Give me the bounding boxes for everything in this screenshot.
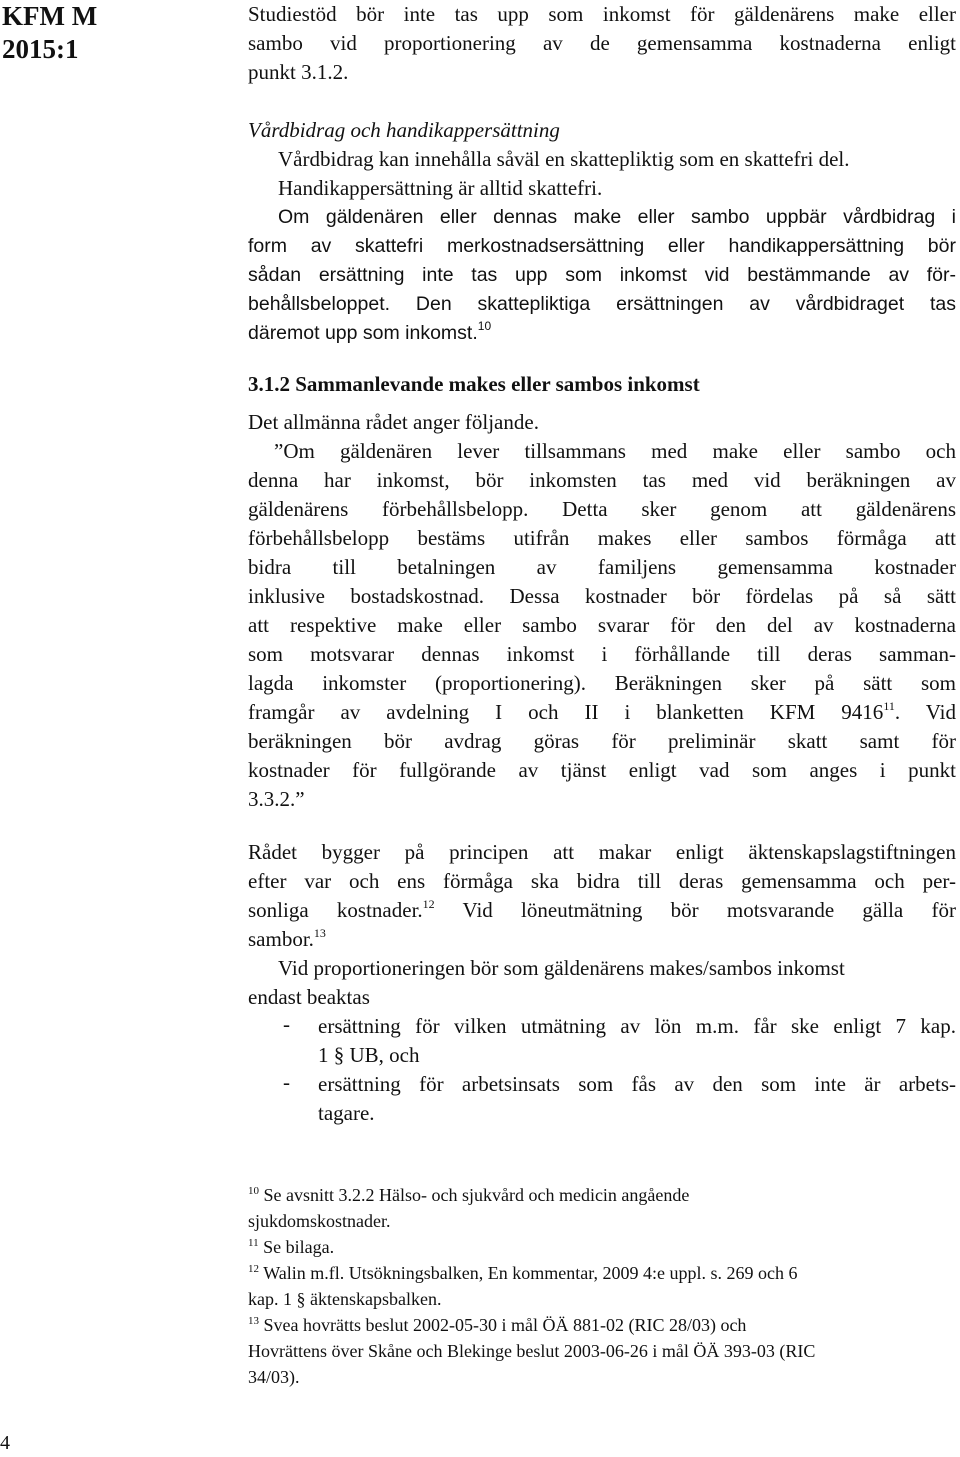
footnote-number: 13 <box>248 1315 259 1327</box>
text-line: sonliga kostnader.$^{12}$ Vid löneutmätning bör motsvarande gälla för <box>248 897 956 922</box>
text-line: Vårdbidrag kan innehålla såväl en skattepliktig som en skattefri del. <box>278 147 850 171</box>
text-line: ”Om gäldenären lever tillsammans med make eller sambo och <box>274 439 956 463</box>
footnote-number: 12 <box>248 1263 259 1275</box>
text-line: Vid proportioneringen bör som gäldenärens makes/sambos inkomst <box>278 956 845 980</box>
footnote-ref: 13 <box>313 926 326 940</box>
text-line: denna har inkomst, bör inkomsten tas med vid beräkningen av <box>248 468 956 492</box>
footnote-13: $^{13}$ Svea hovrätts beslut 2002-05-30 i mål ÖÄ 881-02 (RIC 28/03) och Hovrättens över Skåne och Blekinge beslut 2003-06-26 i mål ÖÄ 393-03 (RIC 34/03). <box>248 1315 816 1387</box>
text-line: punkt 3.1.2. <box>248 60 349 84</box>
proportionering-paragraph <box>248 954 956 1012</box>
footnote-12: $^{12}$ Walin m.fl. Utsökningsbalken, En kommentar, 2009 4:e uppl. s. 269 och 6 kap. 1 § äktenskapsbalken. <box>248 1263 798 1309</box>
footnote-ref: 11 <box>883 699 895 713</box>
text-line: beräkningen bör avdrag göras för preliminär skatt samt för <box>248 729 956 753</box>
rad-intro: Det allmänna rådet anger följande. <box>248 410 539 434</box>
bullet-dash: - <box>283 1070 290 1094</box>
document-id <box>2 0 102 66</box>
footnote-10: $^{10}$ Se avsnitt 3.2.2 Hälso- och sjukvård och medicin angående sjukdomskostnader. <box>248 1185 690 1231</box>
text-line: lagda inkomster (proportionering). Beräkningen sker på sätt som <box>248 671 956 695</box>
text-line: form av skattefri merkostnadsersättning eller handikappersättning bör <box>248 235 956 257</box>
text-line: Handikappersättning är alltid skattefri. <box>278 176 603 200</box>
footnote-number: 10 <box>248 1185 259 1197</box>
text-line: att respektive make eller sambo svarar för den del av kostnaderna <box>248 613 956 637</box>
list-item: ersättning för vilken utmätning av lön m.m. får ske enligt 7 kap. 1 § UB, och <box>318 1014 956 1067</box>
section-heading: 3.1.2 Sammanlevande makes eller sambos inkomst <box>248 372 700 396</box>
text-line: sambor.$^{13}$ <box>248 926 326 951</box>
text-line: 3.3.2.” <box>248 787 305 811</box>
text-line: framgår av avdelning I och II i blanketten KFM 9416$^{11}$. Vid <box>248 699 956 724</box>
document-id-line1: KFM M <box>2 1 98 31</box>
list-item: ersättning för arbetsinsats som fås av den som inte är arbets- tagare. <box>318 1072 956 1125</box>
quote-block <box>248 437 956 814</box>
text-line: sambo vid proportionering av de gemensamma kostnaderna enligt <box>248 31 956 55</box>
subheading: Vårdbidrag och handikappersättning <box>248 118 560 142</box>
text-line: sådan ersättning inte tas upp som inkomst vid bestämmande av för- <box>248 264 956 286</box>
text-line: kostnader för fullgörande av tjänst enligt vad som anges i punkt <box>248 758 956 782</box>
text-line: Rådet bygger på principen att makar enligt äktenskapslagstiftningen <box>248 840 956 864</box>
sans-paragraph <box>248 203 956 348</box>
text-line: Om gäldenären eller dennas make eller sambo uppbär vårdbidrag i <box>278 206 956 228</box>
text-line: behållsbeloppet. Den skattepliktiga ersättningen av vårdbidraget tas <box>248 293 956 315</box>
text-line: bidra till betalningen av familjens gemensamma kostnader <box>248 555 956 579</box>
document-id-line2: 2015:1 <box>2 34 79 64</box>
radet-paragraph <box>248 838 956 954</box>
text-line: efter var och ens förmåga ska bidra till deras gemensamma och per- <box>248 869 956 893</box>
text-line: däremot upp som inkomst.$^{10}$ <box>248 319 492 344</box>
footnote-ref: 10 <box>477 319 492 333</box>
bullet-dash: - <box>283 1012 290 1036</box>
text-line: endast beaktas <box>248 985 370 1009</box>
text-line: som motsvarar dennas inkomst i förhållande till deras samman- <box>248 642 956 666</box>
text-line: gäldenärens förbehållsbelopp. Detta sker genom att gäldenärens <box>248 497 956 521</box>
text-line: inklusive bostadskostnad. Dessa kostnader bör fördelas på så sätt <box>248 584 956 608</box>
text-line: Studiestöd bör inte tas upp som inkomst för gäldenärens make eller <box>248 2 956 26</box>
vardbidrag-paragraph <box>278 145 956 203</box>
footnote-number: 11 <box>248 1237 259 1249</box>
page-number: 4 <box>0 1432 10 1454</box>
text-line: förbehållsbelopp bestäms utifrån makes eller sambos förmåga att <box>248 526 956 550</box>
intro-paragraph <box>248 0 956 87</box>
footnote-ref: 12 <box>422 897 435 911</box>
footnote-11: $^{11}$ Se bilaga. <box>248 1237 335 1257</box>
